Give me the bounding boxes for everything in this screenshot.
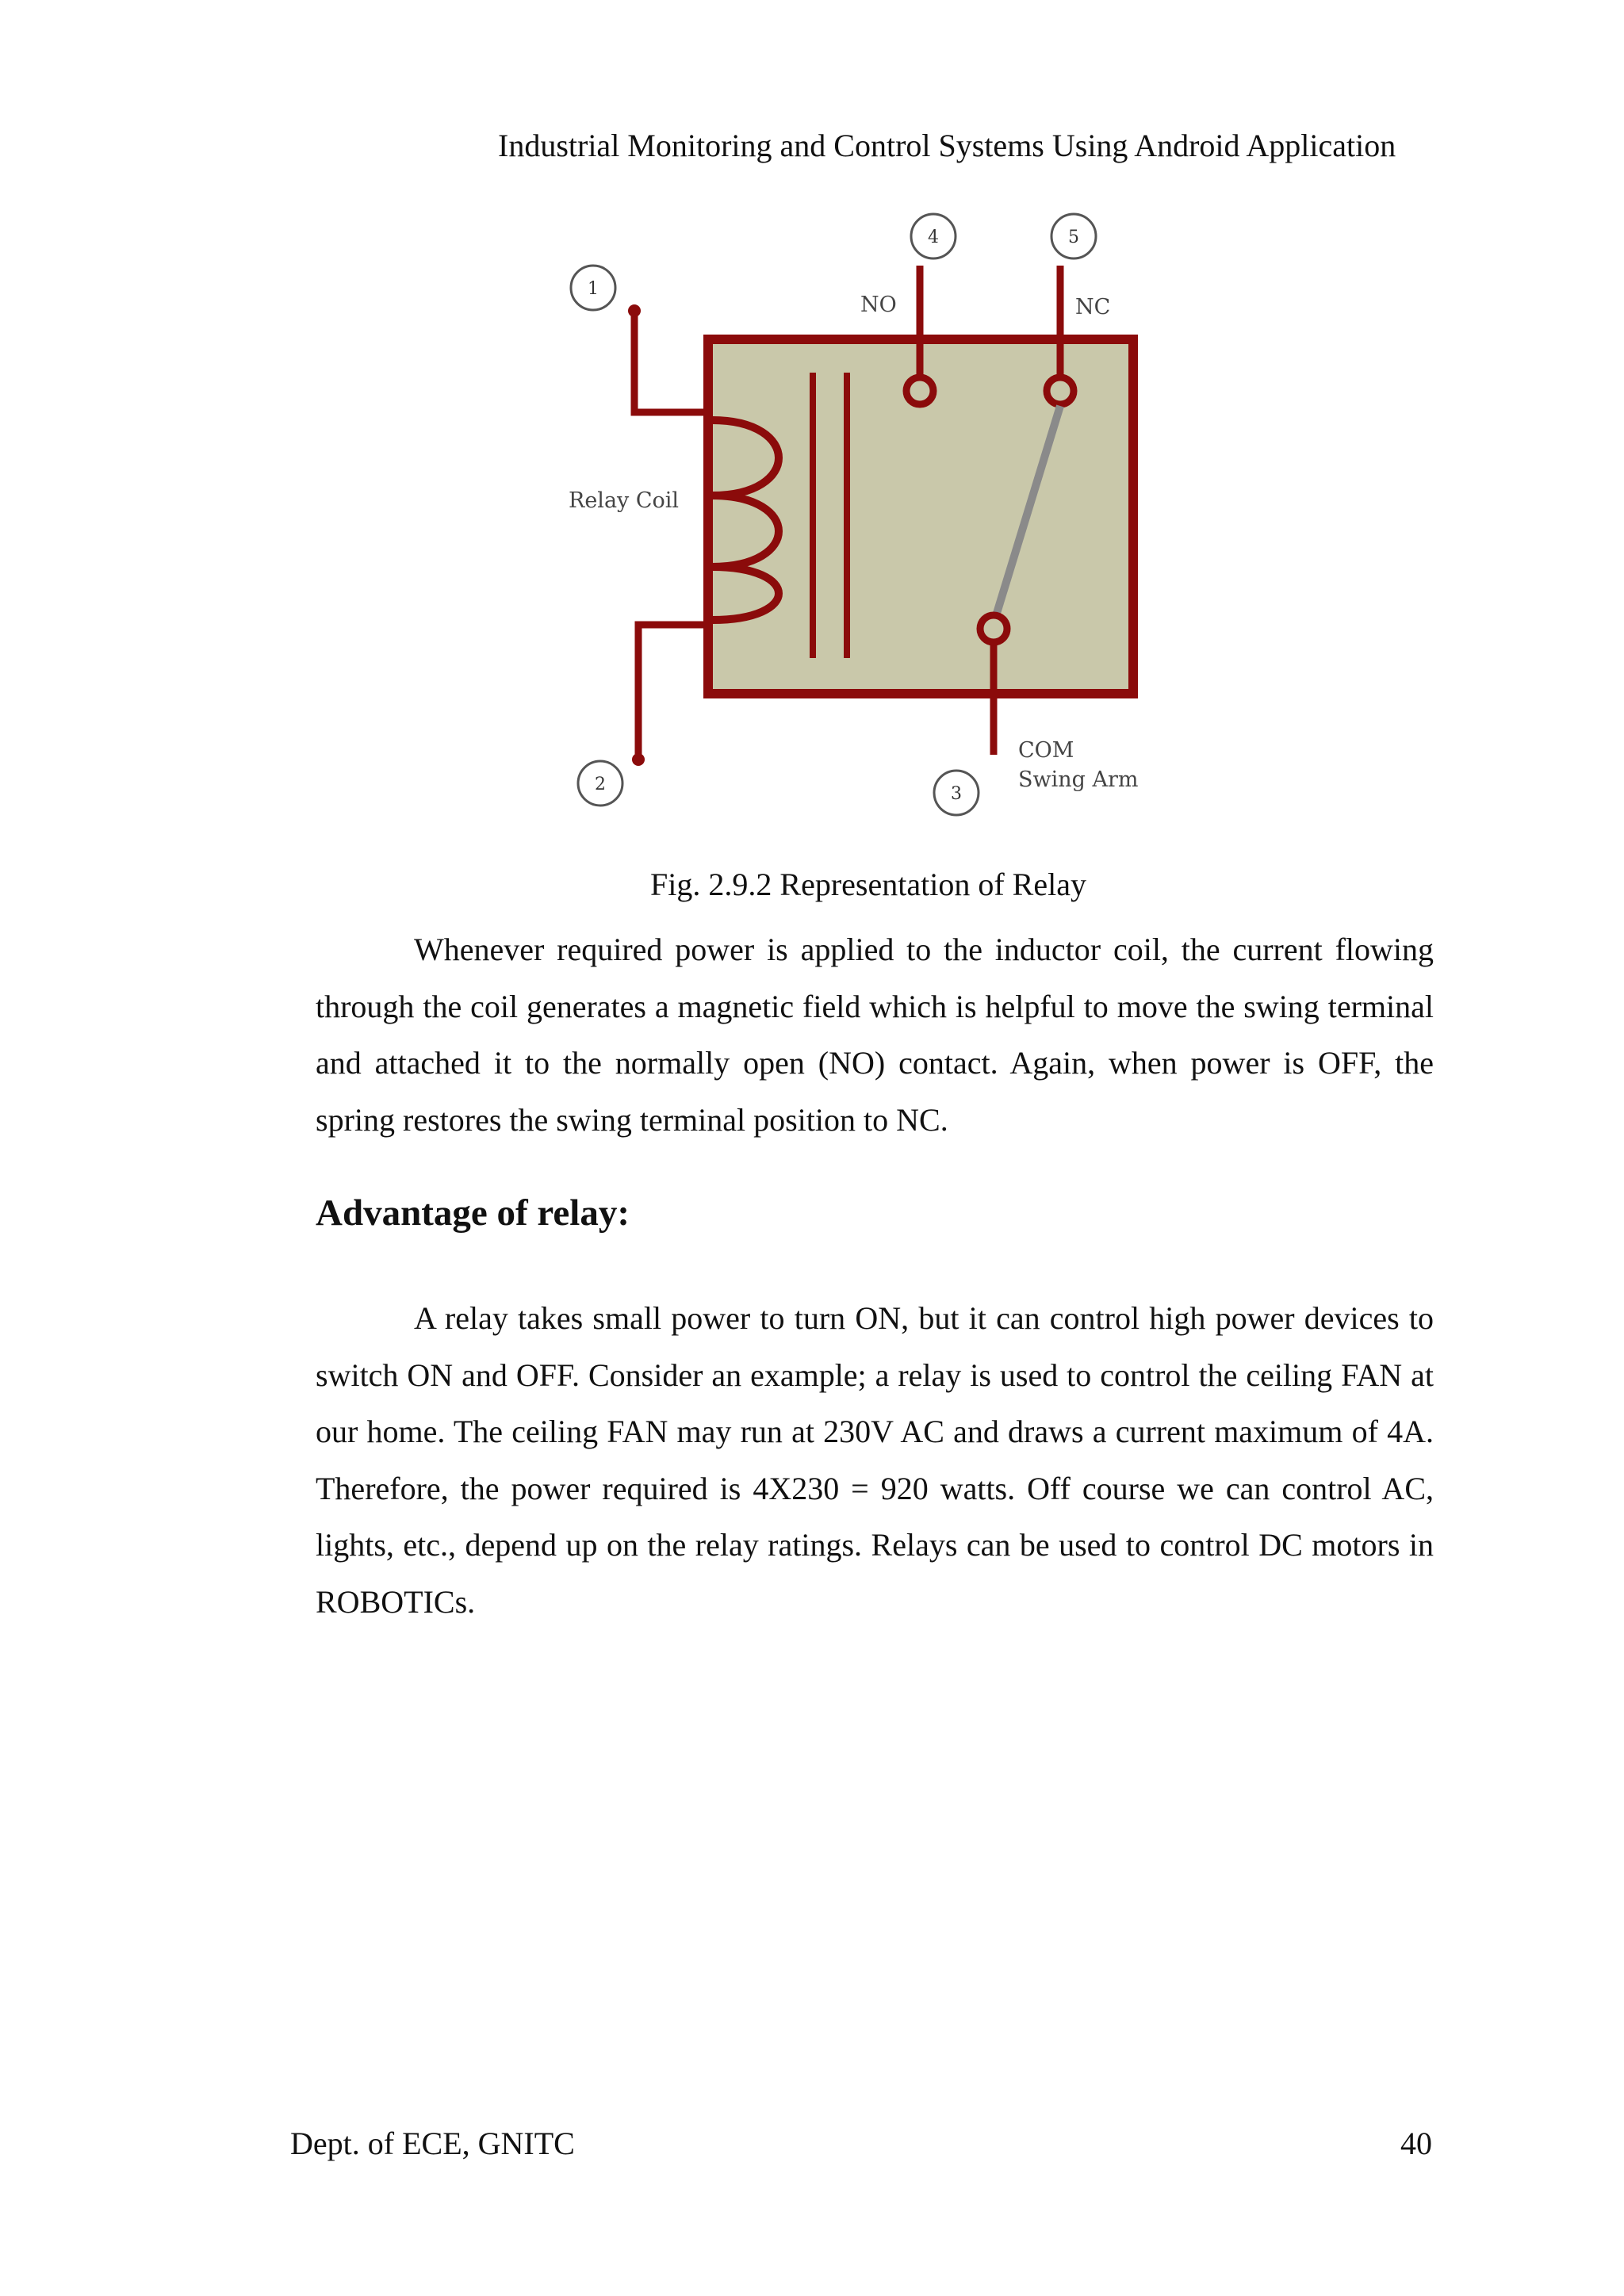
- pin-5-marker: [1051, 214, 1096, 258]
- com-contact: [980, 615, 1007, 642]
- pin-1-label: 1: [588, 279, 599, 299]
- nc-label: NC: [1075, 295, 1111, 320]
- section-heading: Advantage of relay:: [316, 1192, 630, 1234]
- swing-arm-label: Swing Arm: [1018, 767, 1139, 792]
- pin-3-marker: [934, 771, 979, 815]
- page-number: 40: [1400, 2126, 1432, 2161]
- pin-2-label: 2: [595, 775, 606, 794]
- pin-4-label: 4: [928, 228, 939, 247]
- pin2-terminal-dot: [632, 753, 645, 766]
- com-label: COM: [1018, 738, 1074, 763]
- pin-4-marker: [911, 214, 956, 258]
- footer-department: Dept. of ECE, GNITC: [290, 2126, 575, 2161]
- pin-5-label: 5: [1068, 228, 1079, 247]
- relay-coil-label: Relay Coil: [569, 488, 680, 513]
- relay-diagram: [555, 202, 1158, 836]
- pin-1-marker: [571, 266, 615, 310]
- no-label: NO: [860, 293, 897, 317]
- paragraph-relay-operation: Whenever required power is applied to the inductor coil, the current flowing through the coil generates a magnetic field which is helpful to move the swing terminal and attached it to the normally open (NO) contact. Again, when power is OFF, the spring restores the swing terminal position to NC.: [316, 932, 1434, 1138]
- pin-2-marker: [578, 761, 622, 806]
- coil-wire-top: [634, 311, 712, 412]
- pin1-terminal-dot: [628, 304, 641, 317]
- relay-figure: [555, 202, 1158, 836]
- figure-caption: Fig. 2.9.2 Representation of Relay: [650, 867, 1086, 902]
- no-contact: [906, 377, 933, 404]
- nc-contact: [1047, 377, 1074, 404]
- running-header: Industrial Monitoring and Control Systems Using Android Application: [498, 128, 1396, 163]
- pin-3-label: 3: [951, 784, 962, 804]
- coil-wire-bottom: [638, 625, 712, 760]
- paragraph-relay-advantage: A relay takes small power to turn ON, but it can control high power devices to switch ON and OFF. Consider an example; a relay is used to control the ceiling FAN at our home. The ceiling FAN may run at 230V AC and draws a current maximum of 4A. Therefore, the power required is 4X230 = 920 watts. Off course we can control AC, lights, etc., depend up on the relay ratings. Relays can be used to control DC motors in ROBOTICs.: [316, 1300, 1434, 1620]
